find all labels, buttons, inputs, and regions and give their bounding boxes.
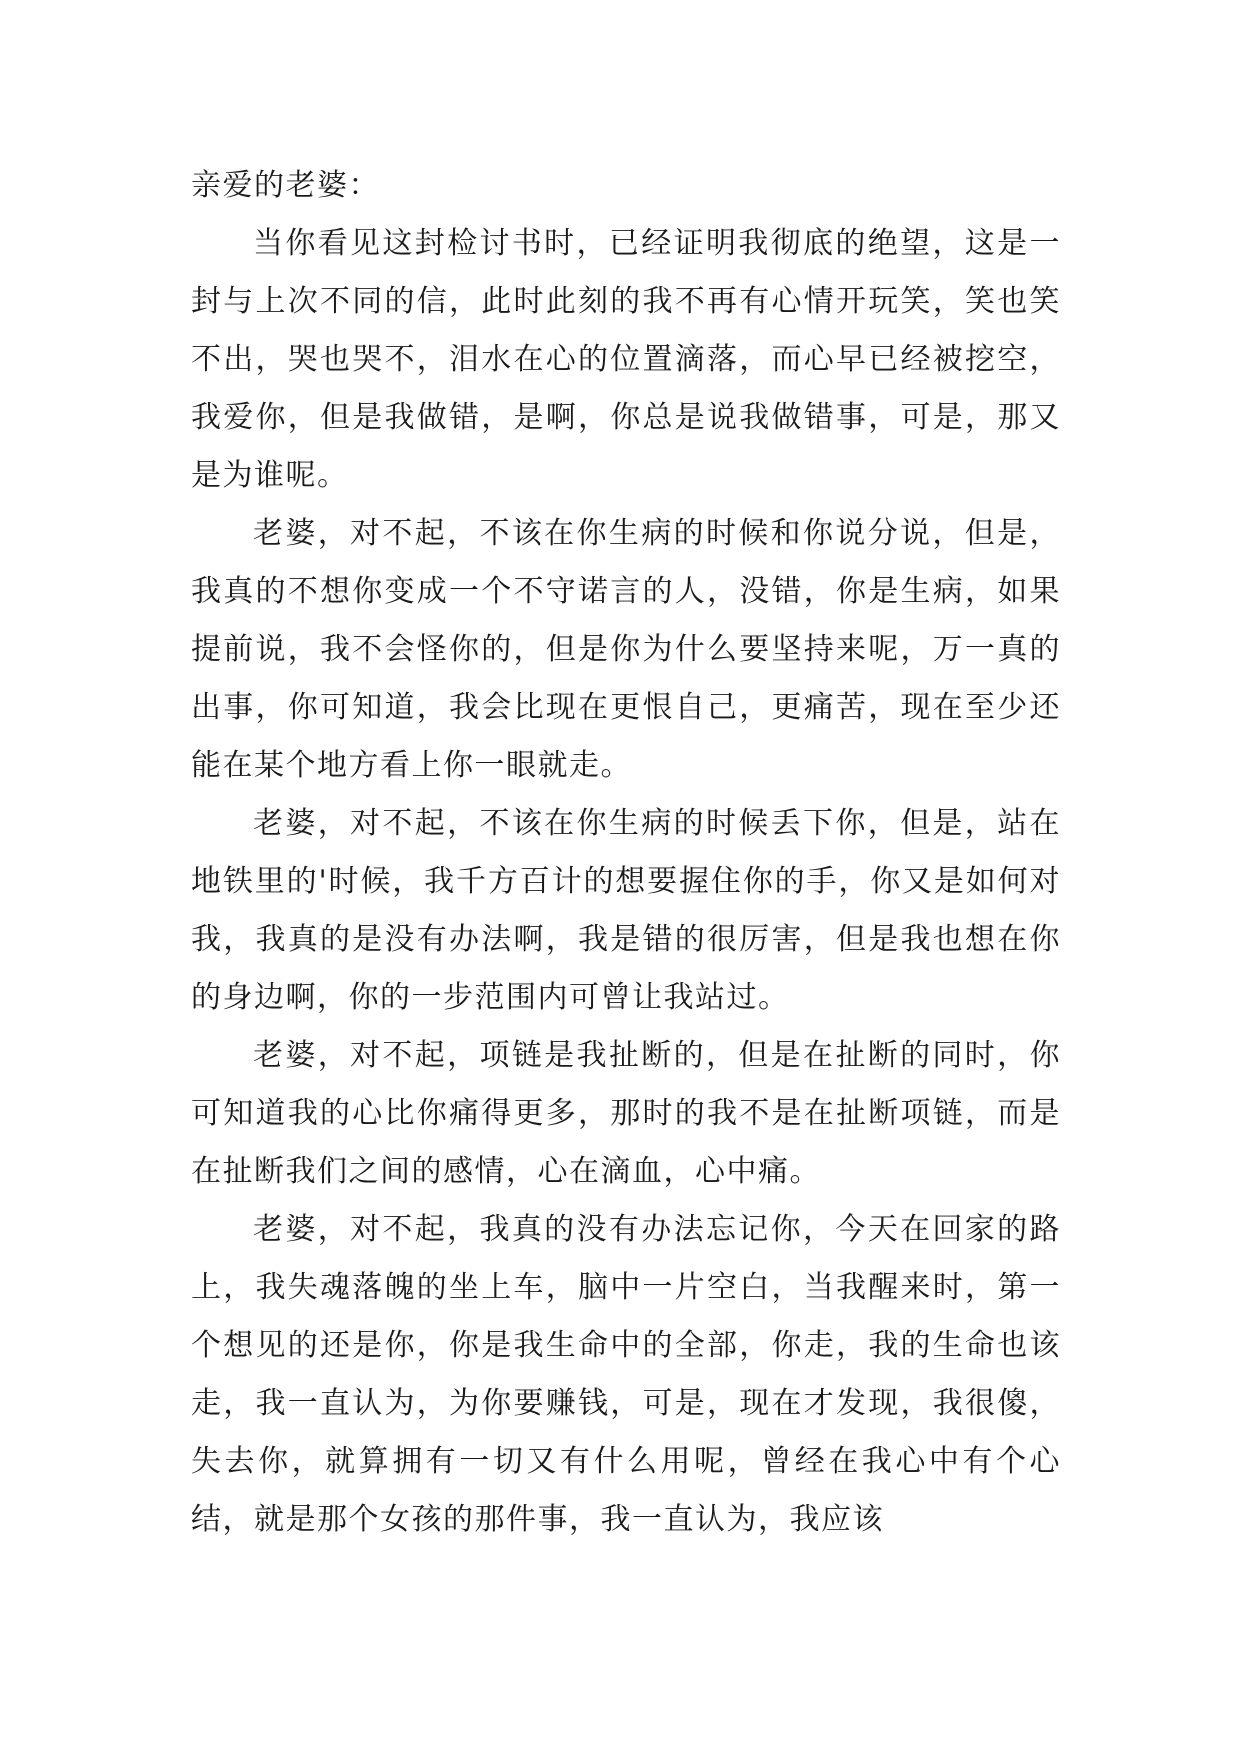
paragraph-5: 老婆，对不起，我真的没有办法忘记你，今天在回家的路上，我失魂落魄的坐上车，脑中一片空白，当我醒来时，第一个想见的还是你，你是我生命中的全部，你走，我的生命也该走，我一直认为，为你要赚钱，可是，现在才发现，我很傻，失去你，就算拥有一切又有什么用呢，曾经在我心中有个心结，就是那个女孩的那件事，我一直认为，我应该 (191, 1212, 1061, 1537)
paragraph-2: 老婆，对不起，不该在你生病的时候和你说分说，但是，我真的不想你变成一个不守诺言的人，没错，你是生病，如果提前说，我不会怪你的，但是你为什么要坚持来呢，万一真的出事，你可知道，我会比现在更恨自己，更痛苦，现在至少还能在某个地方看上你一眼就走。 (191, 516, 1061, 783)
paragraph-1: 当你看见这封检讨书时，已经证明我彻底的绝望，这是一封与上次不同的信，此时此刻的我不再有心情开玩笑，笑也笑不出，哭也哭不，泪水在心的位置滴落，而心早已经被挖空，我爱你，但是我做错，是啊，你总是说我做错事，可是，那又是为谁呢。 (191, 226, 1061, 493)
letter-body (191, 157, 1061, 1549)
paragraph-3: 老婆，对不起，不该在你生病的时候丢下你，但是，站在地铁里的'时候，我千方百计的想要握住你的手，你又是如何对我，我真的是没有办法啊，我是错的很厉害，但是我也想在你的身边啊，你的一步范围内可曾让我站过。 (191, 806, 1061, 1015)
salutation: 亲爱的老婆： (191, 168, 380, 203)
paragraph-4: 老婆，对不起，项链是我扯断的，但是在扯断的同时，你可知道我的心比你痛得更多，那时的我不是在扯断项链，而是在扯断我们之间的感情，心在滴血，心中痛。 (191, 1038, 1061, 1189)
